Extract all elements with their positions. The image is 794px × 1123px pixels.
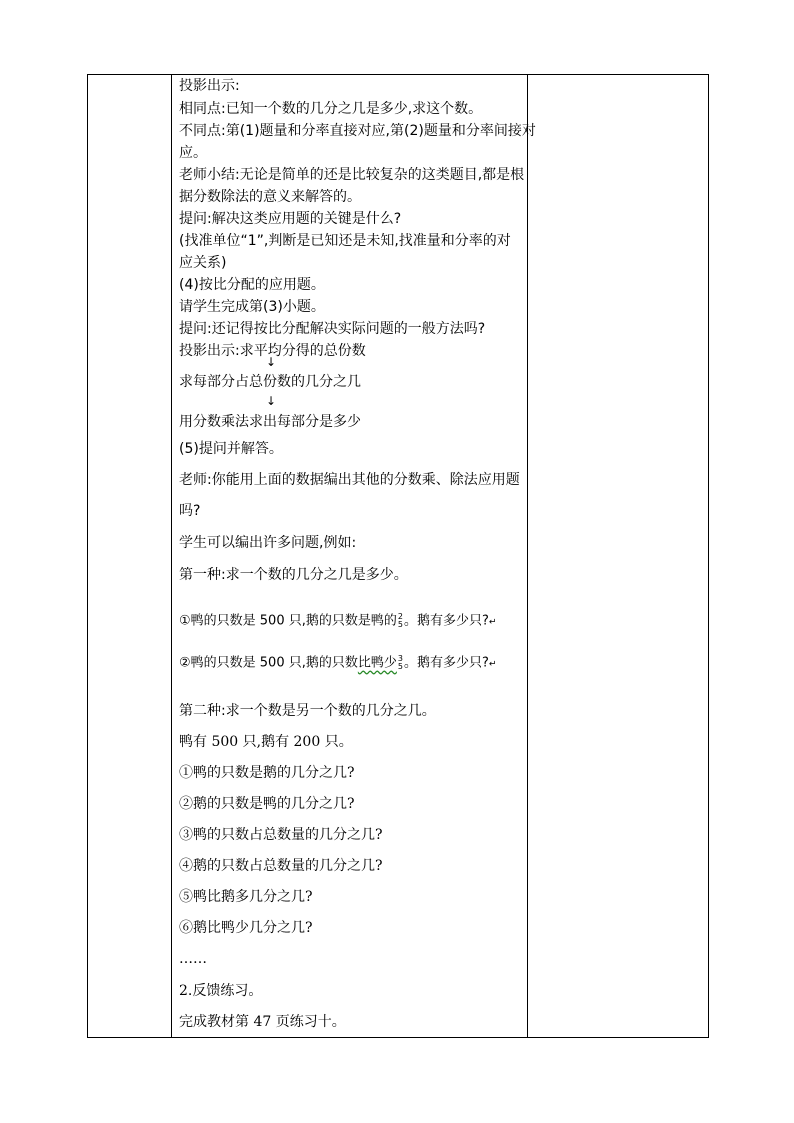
- text-line: 投影出示:: [179, 78, 240, 94]
- text-line: 老师小结:无论是简单的还是比较复杂的这类题目,都是根: [179, 167, 525, 183]
- question-2-text: ②鸭的只数是 500 只,鹅的只数: [179, 655, 358, 671]
- table-left-border: [87, 74, 88, 1038]
- question-2: [179, 655, 496, 673]
- text-line: 请学生完成第(3)小题。: [179, 299, 325, 315]
- paragraph-mark-icon: ↵: [488, 617, 497, 628]
- fraction-numerator: 2: [397, 612, 403, 621]
- text-line: 鸭有 500 只,鹅有 200 只。: [179, 734, 353, 750]
- text-line: 完成教材第 47 页练习十。: [179, 1014, 346, 1030]
- text-line: 第一种:求一个数的几分之几是多少。: [179, 567, 408, 583]
- text-line: (5)提问并解答。: [179, 441, 283, 457]
- column-divider-1: [171, 74, 172, 1038]
- text-line: (找准单位“1”,判断是已知还是未知,找准量和分率的对: [179, 233, 511, 249]
- text-line: 投影出示:求平均分得的总份数: [179, 343, 366, 359]
- table-top-border: [87, 74, 709, 75]
- text-line: 用分数乘法求出每部分是多少: [179, 414, 361, 430]
- fraction-numerator: 3: [397, 654, 403, 663]
- text-line: 提问:解决这类应用题的关键是什么?: [179, 211, 402, 227]
- table-bottom-border: [87, 1037, 709, 1038]
- question-1: [179, 613, 496, 631]
- text-line: 不同点:第(1)题量和分率直接对应,第(2)题量和分率间接对: [179, 123, 536, 139]
- text-line: 吗?: [179, 503, 201, 519]
- text-line: 应。: [179, 145, 207, 161]
- question-2-tail: 。鹅有多少只?: [403, 655, 489, 671]
- text-line: 应关系): [179, 255, 227, 271]
- fraction-denominator: 5: [397, 662, 403, 671]
- text-line: 求每部分占总份数的几分之几: [179, 374, 361, 390]
- text-line: 2.反馈练习。: [179, 983, 263, 999]
- fraction: [398, 655, 403, 671]
- paragraph-mark-icon: ↵: [488, 659, 497, 670]
- table-right-border: [708, 74, 709, 1038]
- list-item: ④鹅的只数占总数量的几分之几?: [179, 858, 383, 874]
- arrow-down-icon: ↓: [266, 394, 277, 408]
- text-line: 据分数除法的意义来解答的。: [179, 189, 361, 205]
- list-item: ③鸭的只数占总数量的几分之几?: [179, 827, 383, 843]
- arrow-down-icon: ↓: [266, 355, 277, 369]
- text-line: 学生可以编出许多问题,例如:: [179, 535, 357, 551]
- list-item: ②鹅的只数是鸭的几分之几?: [179, 796, 355, 812]
- column-divider-2: [527, 74, 528, 1038]
- text-line: 第二种:求一个数是另一个数的几分之几。: [179, 703, 436, 719]
- question-2-underlined: 比鸭少: [357, 655, 397, 671]
- ellipsis: ……: [179, 951, 207, 967]
- question-1-text: ①鸭的只数是 500 只,鹅的只数是鸭的: [179, 613, 397, 629]
- fraction: [398, 613, 403, 629]
- text-line: 相同点:已知一个数的几分之几是多少,求这个数。: [179, 101, 483, 117]
- text-line: (4)按比分配的应用题。: [179, 277, 325, 293]
- text-line: 提问:还记得按比分配解决实际问题的一般方法吗?: [179, 321, 486, 337]
- text-line: 老师:你能用上面的数据编出其他的分数乘、除法应用题: [179, 472, 520, 488]
- list-item: ⑥鹅比鸭少几分之几?: [179, 920, 313, 936]
- list-item: ⑤鸭比鹅多几分之几?: [179, 889, 313, 905]
- list-item: ①鸭的只数是鹅的几分之几?: [179, 765, 355, 781]
- fraction-denominator: 5: [397, 620, 403, 629]
- question-1-tail: 。鹅有多少只?: [403, 613, 489, 629]
